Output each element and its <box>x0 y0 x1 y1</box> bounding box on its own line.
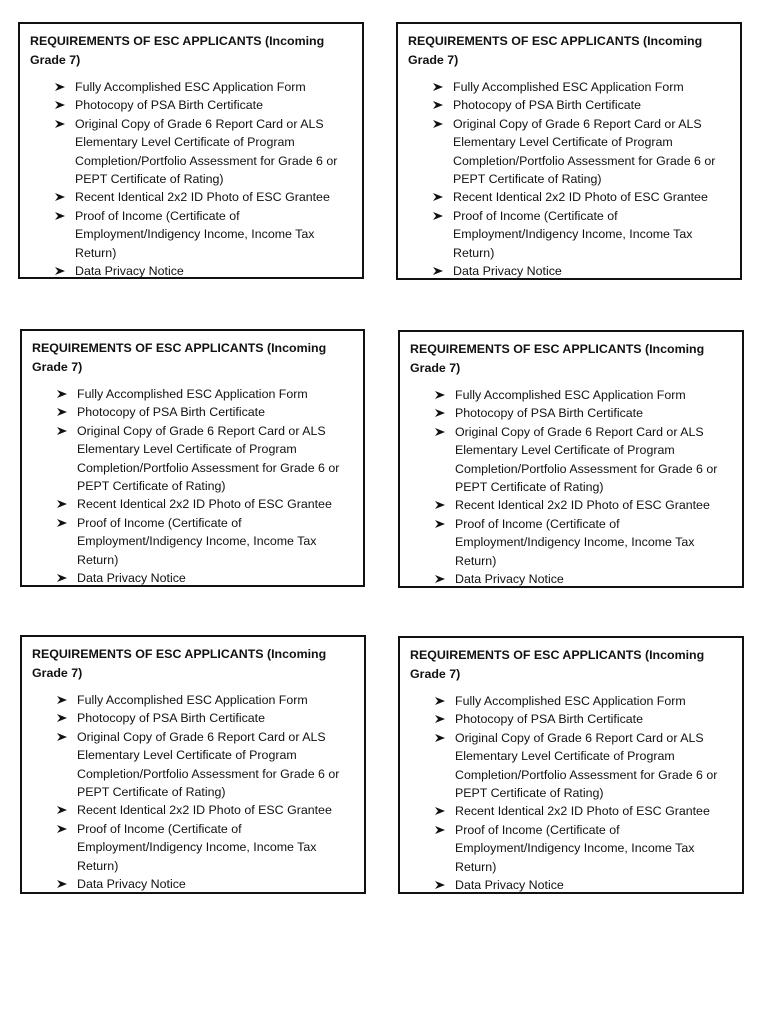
list-item-text: Recent Identical 2x2 ID Photo of ESC Grantee <box>75 190 330 205</box>
list-item-text: Fully Accomplished ESC Application Form <box>75 80 306 94</box>
list-item-text: Data Privacy Notice <box>77 571 186 586</box>
list-item-text: Original Copy of Grade 6 Report Card or ALS Elementary Level Certificate of Program Completion/Portfolio Assessment for Grade 6 or PEPT Certificate of Rating) <box>453 116 716 187</box>
requirements-list <box>410 386 732 588</box>
arrowhead-bullet-icon <box>54 119 66 129</box>
list-item <box>434 404 732 422</box>
list-item <box>432 188 730 206</box>
list-item-text: Proof of Income (Certificate of Employment/Indigency Income, Income Tax Return) <box>455 822 695 874</box>
list-item <box>434 876 732 894</box>
requirements-card <box>20 329 365 587</box>
arrowhead-bullet-icon <box>434 390 446 400</box>
list-item-text: Photocopy of PSA Birth Certificate <box>75 98 264 113</box>
arrowhead-bullet-icon <box>434 519 446 529</box>
list-item <box>434 423 732 497</box>
list-item <box>54 78 352 96</box>
list-item <box>56 875 354 893</box>
arrowhead-bullet-icon <box>434 733 446 743</box>
arrowhead-bullet-icon <box>434 500 446 510</box>
list-item <box>434 802 732 820</box>
list-item-text: Recent Identical 2x2 ID Photo of ESC Grantee <box>453 190 708 205</box>
list-item-text: Fully Accomplished ESC Application Form <box>77 387 308 401</box>
list-item-text: Recent Identical 2x2 ID Photo of ESC Grantee <box>455 498 710 513</box>
arrowhead-bullet-icon <box>54 192 66 202</box>
list-item <box>54 115 352 189</box>
list-item-text: Data Privacy Notice <box>455 878 564 893</box>
arrowhead-bullet-icon <box>56 732 68 742</box>
list-item <box>54 96 352 114</box>
list-item-text: Proof of Income (Certificate of Employment/Indigency Income, Income Tax Return) <box>77 821 317 873</box>
list-item-text: Photocopy of PSA Birth Certificate <box>453 98 642 113</box>
arrowhead-bullet-icon <box>434 574 446 584</box>
arrowhead-bullet-icon <box>434 880 446 890</box>
list-item-text: Fully Accomplished ESC Application Form <box>455 388 686 402</box>
list-item-text: Original Copy of Grade 6 Report Card or ALS Elementary Level Certificate of Program Completion/Portfolio Assessment for Grade 6 or PEPT Certificate of Rating) <box>77 729 340 800</box>
list-item-text: Original Copy of Grade 6 Report Card or ALS Elementary Level Certificate of Program Completion/Portfolio Assessment for Grade 6 or PEPT Certificate of Rating) <box>455 424 718 495</box>
list-item-text: Original Copy of Grade 6 Report Card or ALS Elementary Level Certificate of Program Completion/Portfolio Assessment for Grade 6 or PEPT Certificate of Rating) <box>77 423 340 494</box>
arrowhead-bullet-icon <box>56 518 68 528</box>
card-title: REQUIREMENTS OF ESC APPLICANTS (Incoming Grade 7) <box>410 648 705 681</box>
arrowhead-bullet-icon <box>54 100 66 110</box>
list-item <box>56 801 354 819</box>
list-item-text: Data Privacy Notice <box>75 264 184 279</box>
arrowhead-bullet-icon <box>434 714 446 724</box>
list-item-text: Proof of Income (Certificate of Employment/Indigency Income, Income Tax Return) <box>75 208 315 260</box>
list-item <box>56 691 354 709</box>
requirements-card <box>20 635 366 894</box>
list-item-text: Proof of Income (Certificate of Employment/Indigency Income, Income Tax Return) <box>77 515 317 567</box>
arrowhead-bullet-icon <box>54 82 66 92</box>
list-item-text: Recent Identical 2x2 ID Photo of ESC Grantee <box>77 497 332 512</box>
requirements-list <box>30 78 352 280</box>
arrowhead-bullet-icon <box>432 100 444 110</box>
list-item <box>432 78 730 96</box>
arrowhead-bullet-icon <box>56 573 68 583</box>
arrowhead-bullet-icon <box>54 266 66 276</box>
list-item-text: Original Copy of Grade 6 Report Card or ALS Elementary Level Certificate of Program Completion/Portfolio Assessment for Grade 6 or PEPT Certificate of Rating) <box>75 116 338 187</box>
arrowhead-bullet-icon <box>434 806 446 816</box>
list-item <box>56 422 353 496</box>
requirements-card <box>398 330 744 588</box>
arrowhead-bullet-icon <box>54 211 66 221</box>
list-item-text: Photocopy of PSA Birth Certificate <box>77 405 266 420</box>
card-title: REQUIREMENTS OF ESC APPLICANTS (Incoming Grade 7) <box>32 647 327 680</box>
list-item <box>434 821 732 876</box>
list-item <box>432 262 730 280</box>
list-item-text: Data Privacy Notice <box>453 264 562 279</box>
list-item-text: Original Copy of Grade 6 Report Card or ALS Elementary Level Certificate of Program Completion/Portfolio Assessment for Grade 6 or PEPT Certificate of Rating) <box>455 730 718 801</box>
arrowhead-bullet-icon <box>434 825 446 835</box>
arrowhead-bullet-icon <box>432 192 444 202</box>
arrowhead-bullet-icon <box>56 389 68 399</box>
requirements-list <box>32 385 353 587</box>
list-item-text: Fully Accomplished ESC Application Form <box>455 694 686 708</box>
arrowhead-bullet-icon <box>432 266 444 276</box>
list-item <box>434 710 732 728</box>
arrowhead-bullet-icon <box>56 824 68 834</box>
requirements-card <box>396 22 742 280</box>
arrowhead-bullet-icon <box>56 407 68 417</box>
list-item-text: Photocopy of PSA Birth Certificate <box>77 711 266 726</box>
arrowhead-bullet-icon <box>56 805 68 815</box>
list-item <box>434 729 732 803</box>
list-item-text: Photocopy of PSA Birth Certificate <box>455 712 644 727</box>
list-item <box>56 709 354 727</box>
list-item-text: Proof of Income (Certificate of Employment/Indigency Income, Income Tax Return) <box>453 208 693 260</box>
list-item <box>56 403 353 421</box>
list-item <box>56 820 354 875</box>
list-item-text: Recent Identical 2x2 ID Photo of ESC Grantee <box>77 803 332 818</box>
list-item-text: Recent Identical 2x2 ID Photo of ESC Grantee <box>455 804 710 819</box>
list-item <box>434 496 732 514</box>
arrowhead-bullet-icon <box>432 211 444 221</box>
card-title: REQUIREMENTS OF ESC APPLICANTS (Incoming Grade 7) <box>408 34 703 67</box>
arrowhead-bullet-icon <box>56 713 68 723</box>
list-item <box>56 495 353 513</box>
list-item-text: Data Privacy Notice <box>455 572 564 587</box>
list-item-text: Proof of Income (Certificate of Employment/Indigency Income, Income Tax Return) <box>455 516 695 568</box>
list-item-text: Fully Accomplished ESC Application Form <box>453 80 684 94</box>
list-item <box>434 692 732 710</box>
list-item <box>54 207 352 262</box>
list-item <box>434 515 732 570</box>
requirements-list <box>410 692 732 894</box>
card-title: REQUIREMENTS OF ESC APPLICANTS (Incoming Grade 7) <box>410 342 705 375</box>
list-item <box>432 115 730 189</box>
list-item <box>434 570 732 588</box>
arrowhead-bullet-icon <box>434 696 446 706</box>
list-item <box>54 262 352 280</box>
arrowhead-bullet-icon <box>434 427 446 437</box>
list-item-text: Fully Accomplished ESC Application Form <box>77 693 308 707</box>
arrowhead-bullet-icon <box>56 879 68 889</box>
card-title: REQUIREMENTS OF ESC APPLICANTS (Incoming Grade 7) <box>30 34 325 67</box>
requirements-list <box>32 691 354 893</box>
list-item <box>56 385 353 403</box>
list-item-text: Photocopy of PSA Birth Certificate <box>455 406 644 421</box>
list-item <box>432 96 730 114</box>
arrowhead-bullet-icon <box>432 119 444 129</box>
requirements-card <box>398 636 744 894</box>
list-item-text: Data Privacy Notice <box>77 877 186 892</box>
list-item <box>54 188 352 206</box>
requirements-list <box>408 78 730 280</box>
list-item <box>432 207 730 262</box>
arrowhead-bullet-icon <box>56 499 68 509</box>
card-title: REQUIREMENTS OF ESC APPLICANTS (Incoming Grade 7) <box>32 341 327 374</box>
arrowhead-bullet-icon <box>434 408 446 418</box>
list-item <box>434 386 732 404</box>
arrowhead-bullet-icon <box>432 82 444 92</box>
requirements-card <box>18 22 364 279</box>
list-item <box>56 728 354 802</box>
list-item <box>56 514 353 569</box>
list-item <box>56 569 353 587</box>
arrowhead-bullet-icon <box>56 426 68 436</box>
arrowhead-bullet-icon <box>56 695 68 705</box>
